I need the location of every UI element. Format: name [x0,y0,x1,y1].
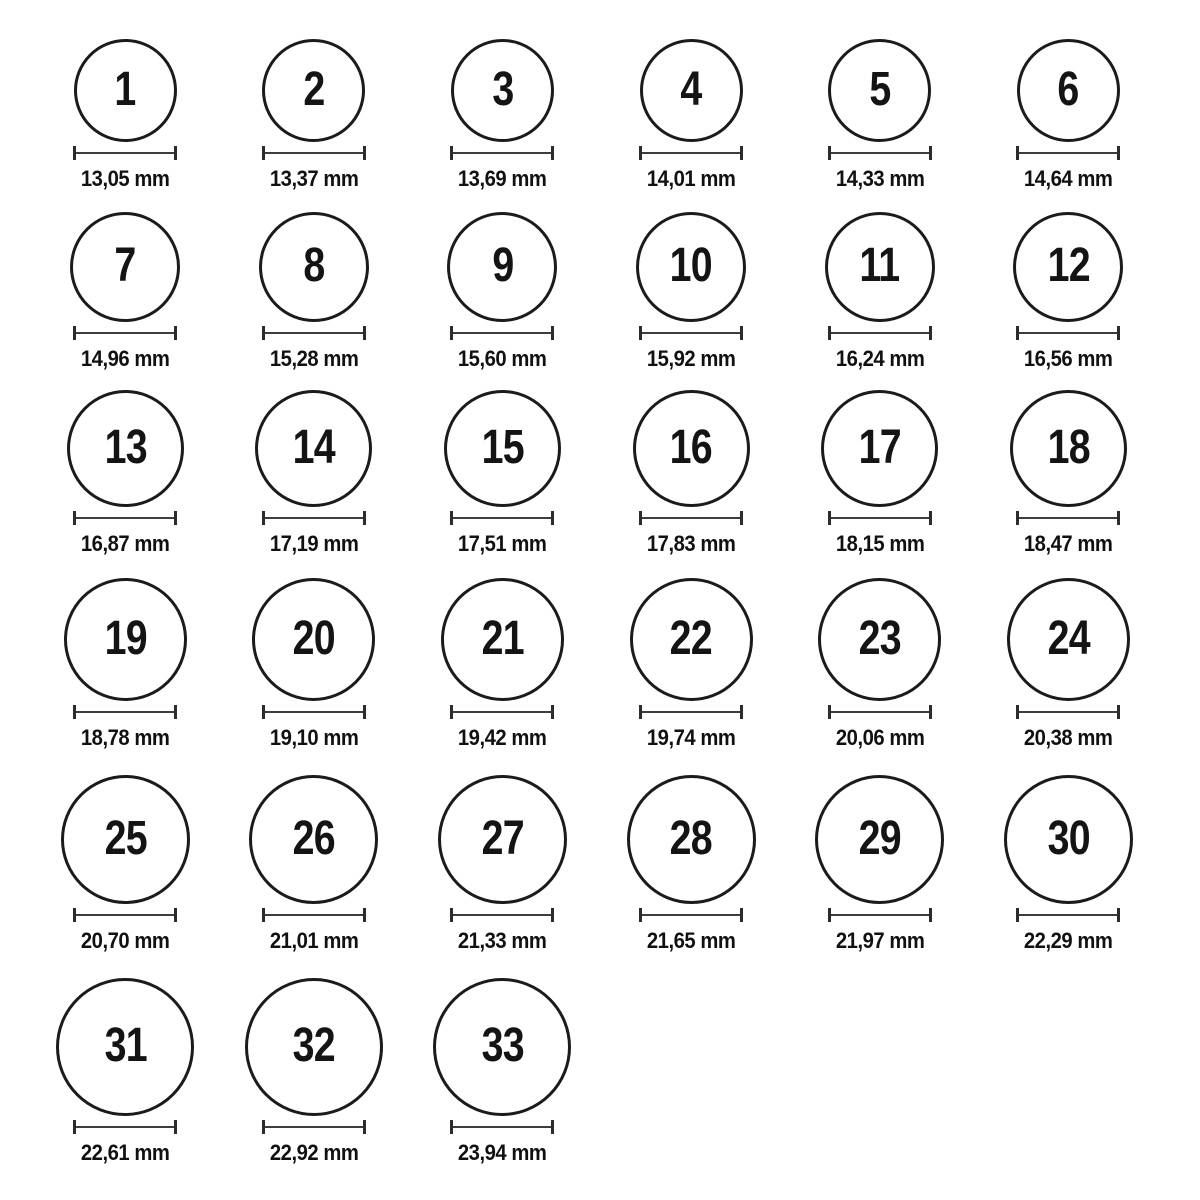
diameter-label: 19,42 mm [458,725,547,750]
ring-size-number: 18 [1047,420,1090,474]
diameter-measure-line [828,146,932,160]
ring-size-item [408,775,597,953]
ring-circle [252,578,375,701]
ring-size-number: 28 [670,811,713,865]
ring-circle [438,775,567,904]
diameter-measure-line [1016,511,1120,525]
measure-bar [453,1126,551,1128]
ring-size-item [974,212,1163,371]
ring-size-number: 30 [1047,811,1090,865]
ring-size-item [597,212,786,371]
diameter-label: 19,10 mm [269,725,359,750]
diameter-measure-line [1016,326,1120,340]
ring-size-item [408,390,597,556]
diameter-label: 22,92 mm [269,1140,359,1165]
diameter-label: 15,60 mm [458,346,547,371]
ring-size-item [408,39,597,191]
ring-circle [1017,39,1120,142]
ring-size-number: 1 [114,62,136,116]
measure-bar [1019,152,1117,154]
ring-circle [633,390,750,507]
diameter-measure-line [1016,146,1120,160]
diameter-measure-line [262,326,366,340]
measure-bar [831,152,929,154]
diameter-label: 15,92 mm [646,346,736,371]
measure-bar [1019,711,1117,713]
ring-size-number: 16 [670,420,713,474]
ring-circle [433,978,571,1116]
diameter-measure-line [262,511,366,525]
diameter-label: 16,87 mm [80,531,170,556]
measure-bar [265,711,363,713]
chart-row [31,775,1163,953]
measure-bar [76,332,174,334]
diameter-measure-line [73,908,177,922]
ring-circle [627,775,756,904]
diameter-label: 13,37 mm [269,166,359,191]
ring-circle [636,212,746,322]
ring-circle [255,390,372,507]
diameter-measure-line [828,326,932,340]
measure-bar [453,517,551,519]
diameter-label: 13,05 mm [80,166,170,191]
ring-circle [447,212,557,322]
ring-circle [245,978,383,1116]
chart-row [31,39,1163,191]
measure-bar [642,711,740,713]
measure-bar [1019,517,1117,519]
diameter-measure-line [828,511,932,525]
ring-size-number: 20 [292,611,335,665]
ring-size-item [31,578,220,750]
ring-size-item [220,39,409,191]
diameter-measure-line [828,705,932,719]
diameter-label: 20,70 mm [80,928,170,953]
ring-size-number: 21 [481,611,524,665]
measure-bar [76,1126,174,1128]
diameter-measure-line [1016,908,1120,922]
ring-size-item [220,578,409,750]
diameter-label: 21,97 mm [835,928,924,953]
measure-bar [76,517,174,519]
ring-size-item [408,212,597,371]
ring-size-number: 25 [104,811,147,865]
ring-size-number: 27 [481,811,524,865]
measure-bar [76,914,174,916]
chart-row [31,578,1163,750]
ring-size-number: 24 [1047,611,1090,665]
diameter-label: 20,06 mm [835,725,924,750]
measure-bar [453,152,551,154]
ring-circle [1013,212,1123,322]
ring-circle [61,775,190,904]
ring-circle [825,212,935,322]
diameter-label: 14,01 mm [646,166,736,191]
ring-size-item [785,212,974,371]
ring-circle [451,39,554,142]
diameter-label: 14,33 mm [835,166,924,191]
diameter-measure-line [639,908,743,922]
diameter-label: 23,94 mm [458,1140,547,1165]
ring-size-item [974,39,1163,191]
ring-size-item [31,978,220,1165]
measure-bar [642,152,740,154]
ring-size-number: 7 [114,239,136,292]
diameter-label: 16,24 mm [835,346,924,371]
ring-size-number: 15 [481,420,524,474]
ring-circle [630,578,753,701]
diameter-measure-line [450,146,554,160]
diameter-label: 20,38 mm [1023,725,1113,750]
diameter-measure-line [73,1120,177,1134]
measure-bar [453,332,551,334]
ring-circle [828,39,931,142]
diameter-measure-line [450,1120,554,1134]
diameter-measure-line [1016,705,1120,719]
ring-circle [249,775,378,904]
measure-bar [642,517,740,519]
ring-size-number: 12 [1047,239,1090,292]
measure-bar [265,1126,363,1128]
diameter-measure-line [262,146,366,160]
diameter-measure-line [73,146,177,160]
ring-circle [1007,578,1130,701]
ring-size-number: 13 [104,420,147,474]
ring-size-item [31,212,220,371]
chart-row [31,978,597,1165]
measure-bar [831,517,929,519]
ring-size-item [785,390,974,556]
diameter-measure-line [73,326,177,340]
diameter-label: 21,33 mm [458,928,547,953]
ring-circle [821,390,938,507]
ring-circle [262,39,365,142]
ring-size-item [31,39,220,191]
ring-size-number: 9 [491,239,514,292]
diameter-measure-line [828,908,932,922]
ring-size-item [31,390,220,556]
ring-size-item [974,775,1163,953]
diameter-measure-line [450,908,554,922]
measure-bar [76,152,174,154]
ring-circle [441,578,564,701]
ring-circle [64,578,187,701]
measure-bar [265,517,363,519]
diameter-measure-line [639,705,743,719]
diameter-label: 18,78 mm [80,725,170,750]
ring-circle [1004,775,1133,904]
ring-size-item [220,212,409,371]
ring-size-item [220,775,409,953]
ring-size-item [408,978,597,1165]
ring-size-item [220,390,409,556]
ring-circle [1010,390,1127,507]
measure-bar [453,914,551,916]
ring-size-number: 22 [670,611,713,665]
measure-bar [265,152,363,154]
ring-size-number: 11 [859,239,900,292]
diameter-label: 18,15 mm [835,531,924,556]
ring-size-number: 8 [303,239,325,292]
ring-circle [70,212,180,322]
diameter-measure-line [450,705,554,719]
measure-bar [265,332,363,334]
diameter-label: 21,01 mm [269,928,359,953]
measure-bar [1019,332,1117,334]
ring-size-item [974,390,1163,556]
ring-size-number: 5 [869,62,891,116]
measure-bar [642,914,740,916]
diameter-measure-line [639,326,743,340]
diameter-measure-line [639,511,743,525]
diameter-label: 18,47 mm [1023,531,1113,556]
diameter-label: 21,65 mm [646,928,736,953]
diameter-measure-line [450,511,554,525]
ring-size-number: 32 [292,1019,335,1072]
ring-size-item [31,775,220,953]
ring-size-number: 4 [680,62,702,116]
ring-size-item [597,390,786,556]
ring-size-number: 31 [104,1019,147,1072]
chart-row [31,390,1163,556]
diameter-label: 14,64 mm [1023,166,1113,191]
measure-bar [831,711,929,713]
diameter-label: 19,74 mm [646,725,736,750]
ring-size-item [974,578,1163,750]
measure-bar [1019,914,1117,916]
ring-size-item [785,578,974,750]
ring-size-item [220,978,409,1165]
measure-bar [831,332,929,334]
measure-bar [831,914,929,916]
ring-size-number: 26 [292,811,335,865]
ring-size-item [785,775,974,953]
ring-circle [818,578,941,701]
ring-size-number: 33 [481,1019,524,1072]
ring-size-number: 10 [670,239,713,292]
ring-circle [67,390,184,507]
measure-bar [76,711,174,713]
ring-size-item [785,39,974,191]
ring-size-item [597,578,786,750]
ring-size-number: 6 [1057,62,1079,116]
ring-size-number: 14 [292,420,335,474]
chart-row [31,212,1163,371]
measure-bar [453,711,551,713]
diameter-measure-line [450,326,554,340]
ring-size-item [408,578,597,750]
diameter-label: 22,29 mm [1023,928,1113,953]
measure-bar [265,914,363,916]
diameter-label: 15,28 mm [269,346,359,371]
ring-circle [259,212,369,322]
diameter-measure-line [262,1120,366,1134]
diameter-measure-line [262,908,366,922]
ring-circle [74,39,177,142]
ring-circle [444,390,561,507]
ring-size-number: 29 [858,811,901,865]
diameter-label: 17,51 mm [458,531,547,556]
ring-size-number: 3 [491,62,514,116]
measure-bar [642,332,740,334]
diameter-label: 14,96 mm [80,346,170,371]
ring-size-number: 19 [104,611,147,665]
ring-size-number: 23 [858,611,901,665]
ring-circle [56,978,194,1116]
diameter-measure-line [262,705,366,719]
diameter-label: 13,69 mm [458,166,547,191]
ring-circle [640,39,743,142]
ring-size-item [597,775,786,953]
ring-size-number: 2 [303,62,325,116]
ring-size-item [597,39,786,191]
diameter-label: 16,56 mm [1023,346,1113,371]
diameter-label: 17,83 mm [646,531,736,556]
diameter-measure-line [73,705,177,719]
diameter-label: 17,19 mm [269,531,359,556]
diameter-measure-line [639,146,743,160]
ring-circle [815,775,944,904]
diameter-measure-line [73,511,177,525]
diameter-label: 22,61 mm [80,1140,170,1165]
ring-size-number: 17 [858,420,901,474]
